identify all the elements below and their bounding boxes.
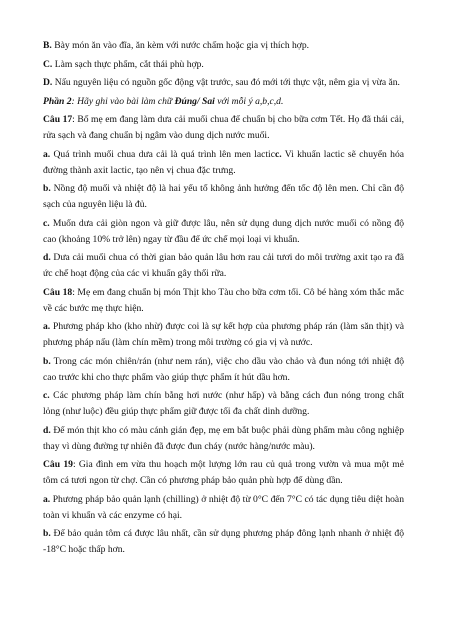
option-c	[43, 57, 404, 73]
statement-text: Phương pháp bảo quản lạnh (chilling) ở nhiệt độ từ 0°C đến 7°C có tác dụng tiêu diệt hoàn toàn vi khuẩn và các enzyme có hại.	[43, 493, 404, 521]
statement-text: Muốn dưa cải giòn ngon và giữ được lâu, nên sử dụng dung dịch nước muối có nồng độ cao (khoảng 10% trở lên) ngay từ đầu để ức chế mọi loại vi khuẩn.	[43, 217, 404, 245]
statement-letter: c.	[43, 390, 50, 401]
question-number: Câu 17	[43, 114, 73, 125]
statement-17b	[43, 181, 404, 213]
part-label: Phần 2	[43, 95, 72, 107]
statement-text: Nồng độ muối và nhiệt độ là hai yếu tố không ảnh hưởng đến tốc độ lên men. Chỉ cần độ sạch của nguyên liệu là đủ.	[43, 183, 404, 210]
statement-text: Để bảo quản tôm cá được lâu nhất, cần sử dụng phương pháp đông lạnh nhanh ở nhiệt độ -18°C hoặc thấp hơn.	[43, 528, 404, 555]
option-text: Bày món ăn vào đĩa, ăn kèm với nước chấm hoặc gia vị thích hợp.	[51, 40, 310, 51]
question-text: : Mẹ em đang chuẩn bị món Thịt kho Tàu cho bữa cơm tối. Cô bé hàng xóm thắc mắc về các bước mẹ thực hiện.	[43, 286, 404, 314]
statement-17c	[43, 216, 404, 248]
statement-letter: d.	[43, 424, 51, 436]
statement-text: Phương pháp kho (kho nhừ) được coi là sự kết hợp của phương pháp rán (làm săn thịt) và phương pháp nấu (làm chín mềm) trong môi trường có gia vị và nước.	[43, 321, 404, 348]
statement-18b	[43, 354, 404, 386]
statement-text: Trong các món chiên/rán (như nem rán), việc cho dầu vào chảo và đun nóng tới nhiệt độ cao trước khi cho thực phẩm vào giúp thực phẩm ít hút dầu hơn.	[43, 355, 404, 383]
statement-text: Dưa cải muối chua có thời gian bảo quản lâu hơn rau cải tươi do môi trường axit tạo ra đã ức chế hoạt động của các vi khuẩn gây thối rữa.	[43, 252, 404, 279]
statement-letter: b.	[43, 528, 51, 539]
statement-bold-fragment: c.	[274, 148, 282, 160]
statement-text-cont: Vi khuẩn lactic sẽ chuyển hóa đường thành axit lactic, tạo nên vị chua đặc trưng.	[43, 148, 404, 176]
statement-text: Để món thịt kho có màu cánh gián đẹp, mẹ em bắt buộc phải dùng phẩm màu công nghiệp thay vì dùng đường tự nhiên đã được đun cháy (nước hàng/nước màu).	[43, 424, 404, 452]
question-text: : Bố mẹ em đang làm dưa cải muối chua để chuẩn bị cho bữa cơm Tết. Họ đã thái cải, rửa sạch và đang chuẩn bị ngâm vào dung dịch nước muối.	[43, 114, 404, 141]
statement-17d	[43, 250, 404, 282]
statement-18d	[43, 423, 404, 455]
statement-letter: a.	[43, 321, 51, 332]
option-text: Nấu nguyên liệu có nguồn gốc động vật trước, sau đó mới tới thực vật, nêm gia vị vừa ăn.	[52, 77, 400, 88]
statement-19a	[43, 492, 404, 524]
question-text: : Gia đình em vừa thu hoạch một lượng lớn rau củ quả trong vườn và mua một mẻ tôm cá tươi ngon từ chợ. Cần có phương pháp bảo quản phù hợp để dùng dần.	[43, 459, 404, 486]
statement-18c	[43, 388, 404, 420]
option-letter: D.	[43, 77, 53, 88]
statement-17a	[43, 147, 404, 179]
statement-18a	[43, 319, 404, 351]
part-instruction: : Hãy ghi vào bài làm chữ	[71, 95, 175, 107]
option-letter: B.	[43, 40, 52, 51]
statement-19b	[43, 526, 404, 558]
statement-text: Các phương pháp làm chín bằng hơi nước (như hấp) và bằng cách đun nóng trong chất lỏng (như luộc) đều giúp thực phẩm giữ được tối đa chất dinh dưỡng.	[43, 390, 404, 417]
question-number: Câu 18	[43, 286, 73, 298]
question-number: Câu 19	[43, 459, 73, 470]
option-letter: C.	[43, 58, 53, 70]
statement-text: Quá trình muối chua dưa cải là quá trình lên men lactic	[50, 148, 275, 160]
statement-letter: b.	[43, 183, 51, 194]
question-18	[43, 285, 404, 317]
statement-letter: a.	[43, 148, 51, 160]
option-d	[43, 75, 404, 91]
statement-letter: c.	[43, 217, 50, 229]
part-2-heading	[43, 94, 404, 110]
question-19	[43, 457, 404, 489]
statement-letter: d.	[43, 252, 51, 263]
part-instruction-end: với mỗi ý a,b,c,d.	[214, 95, 284, 107]
part-emphasis: Đúng/ Sai	[174, 95, 215, 107]
option-b	[43, 38, 404, 54]
statement-letter: a.	[43, 493, 51, 505]
statement-letter: b.	[43, 355, 51, 367]
question-17	[43, 112, 404, 144]
option-text: Làm sạch thực phẩm, cắt thái phù hợp.	[52, 58, 204, 70]
